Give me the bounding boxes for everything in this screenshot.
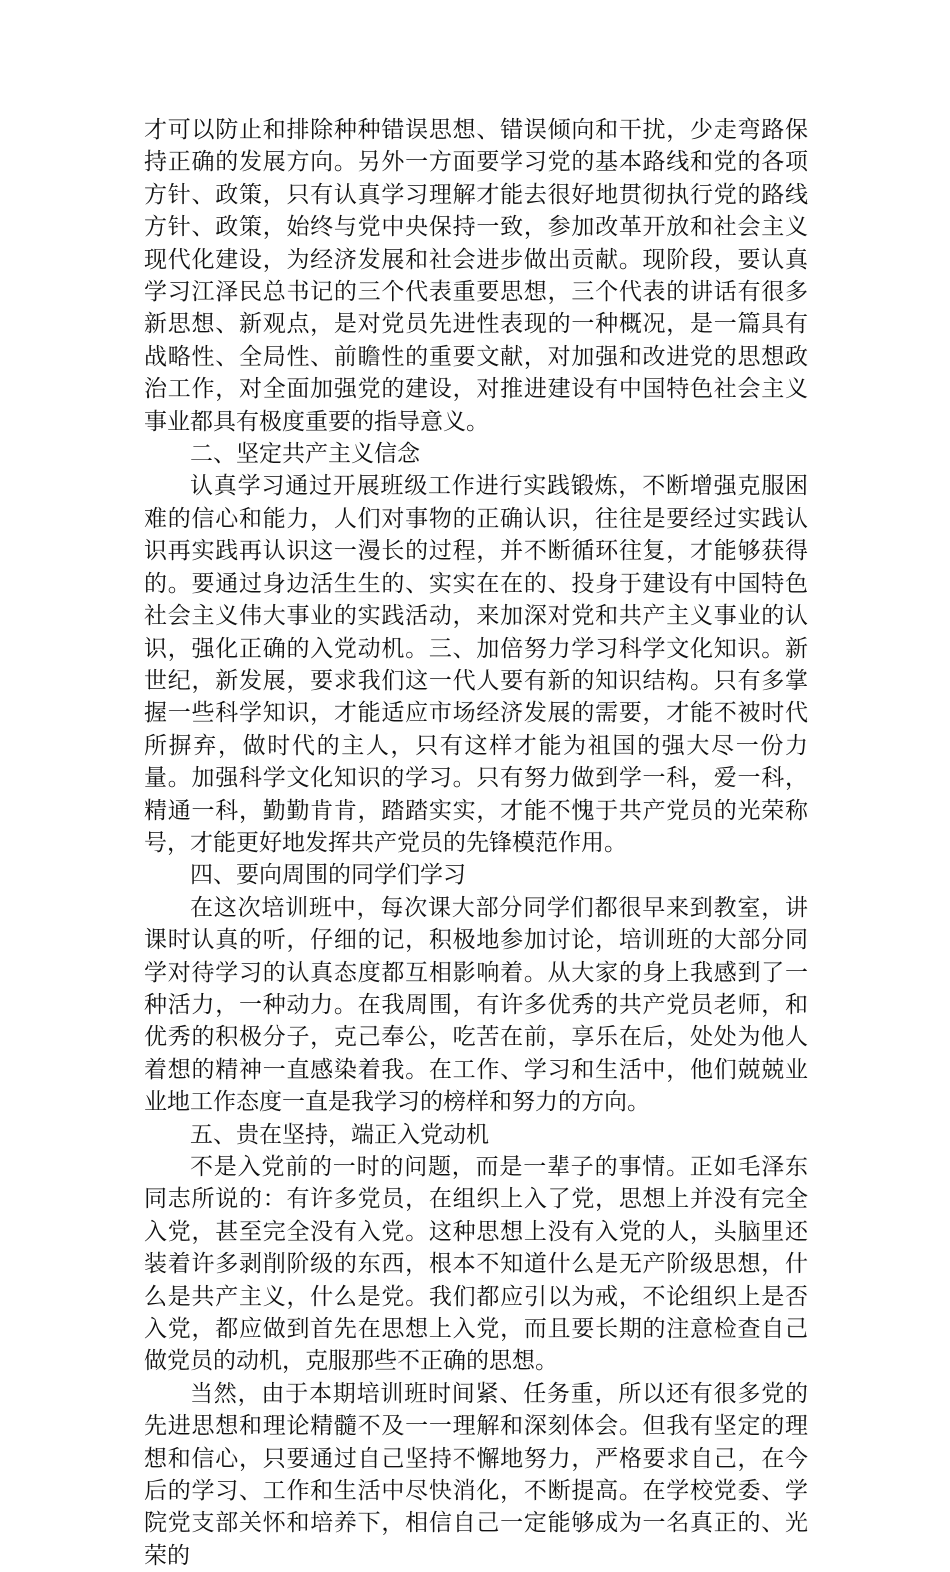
closing-paragraph: 当然，由于本期培训班时间紧、任务重，所以还有很多党的先进思想和理论精髓不及一一理解和深刻体会。但我有坚定的理想和信心，只要通过自己坚持不懈地努力，严格要求自己，在今后的学习、工作和生活中尽快消化，不断提高。在学校党委、学院党支部关怀和培养下，相信自己一定能够成为一名真正的、光荣的 (144, 1380, 808, 1569)
body-paragraph-1: 才可以防止和排除种种错误思想、错误倾向和干扰，少走弯路保持正确的发展方向。另外一方面要学习党的基本路线和党的各项方针、政策，只有认真学习理解才能去很好地贯彻执行党的路线方针、政策，始终与党中央保持一致，参加改革开放和社会主义现代化建设，为经济发展和社会进步做出贡献。现阶段，要认真学习江泽民总书记的三个代表重要思想，三个代表的讲话有很多新思想、新观点，是对党员先进性表现的一种概况，是一篇具有战略性、全局性、前瞻性的重要文献，对加强和改进党的思想政治工作，对全面加强党的建设，对推进建设有中国特色社会主义事业都具有极度重要的指导意义。 (144, 117, 808, 435)
section-heading-2: 二、坚定共产主义信念 (190, 441, 420, 468)
document-page (144, 114, 808, 1572)
body-paragraph-4: 在这次培训班中，每次课大部分同学们都很早来到教室，讲课时认真的听，仔细的记，积极地参加讨论，培训班的大部分同学对待学习的认真态度都互相影响着。从大家的身上我感到了一种活力，一种动力。在我周围，有许多优秀的共产党员老师，和优秀的积极分子，克己奉公，吃苦在前，享乐在后，处处为他人着想的精神一直感染着我。在工作、学习和生活中，他们兢兢业业地工作态度一直是我学习的榜样和努力的方向。 (144, 894, 808, 1116)
body-paragraph-5: 不是入党前的一时的问题，而是一辈子的事情。正如毛泽东同志所说的：有许多党员，在组织上入了党，思想上并没有完全入党，甚至完全没有入党。这种思想上没有入党的人，头脑里还装着许多剥削阶级的东西，根本不知道什么是无产阶级思想，什么是共产主义，什么是党。我们都应引以为戒，不论组织上是否入党，都应做到首先在思想上入党，而且要长期的注意检查自己做党员的动机，克服那些不正确的思想。 (144, 1154, 808, 1375)
body-paragraph-2: 认真学习通过开展班级工作进行实践锻炼，不断增强克服困难的信心和能力，人们对事物的正确认识，往往是要经过实践认识再实践再认识这一漫长的过程，并不断循环往复，才能够获得的。要通过身边活生生的、实实在在的、投身于建设有中国特色社会主义伟大事业的实践活动，来加深对党和共产主义事业的认识，强化正确的入党动机。三、加倍努力学习科学文化知识。新世纪，新发展，要求我们这一代人要有新的知识结构。只有多掌握一些科学知识，才能适应市场经济发展的需要，才能不被时代所摒弃，做时代的主人，只有这样才能为祖国的强大尽一份力量。加强科学文化知识的学习。只有努力做到学一科，爱一科，精通一科，勤勤肯肯，踏踏实实，才能不愧于共产党员的光荣称号，才能更好地发挥共产党员的先锋模范作用。 (144, 473, 808, 856)
section-heading-5: 五、贵在坚持，端正入党动机 (190, 1121, 489, 1148)
section-heading-4: 四、要向周围的同学们学习 (190, 862, 466, 889)
